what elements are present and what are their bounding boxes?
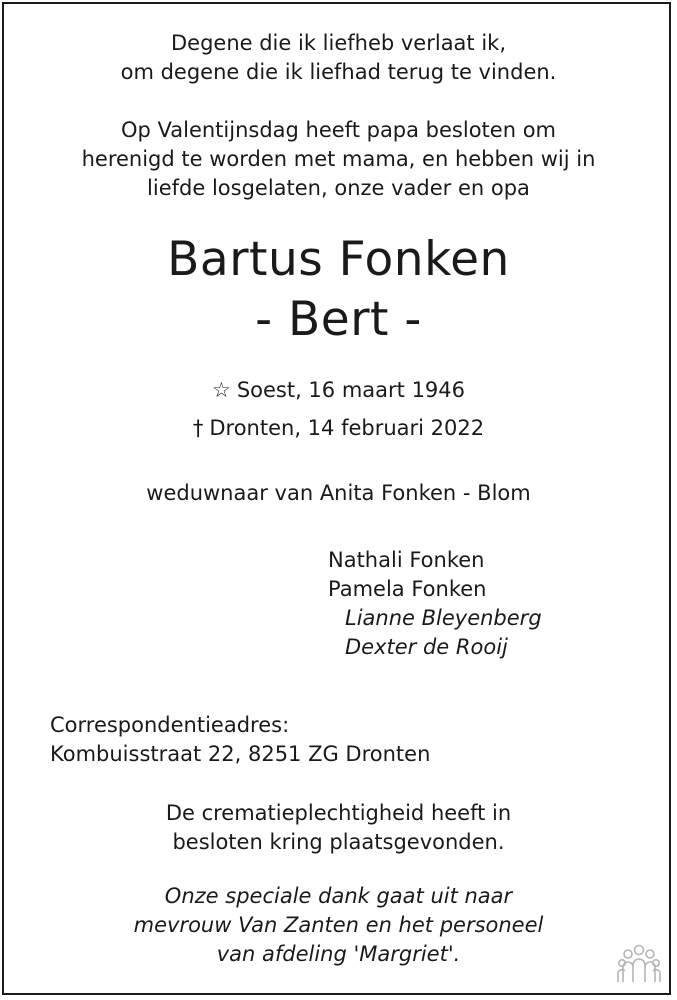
birth-place-date: Soest, 16 maart 1946 [236, 378, 466, 402]
people-group-icon [617, 944, 661, 984]
spouse-line: weduwnaar van Anita Fonken - Blom [146, 481, 531, 505]
birth-line [0, 376, 677, 405]
cross-icon: † [192, 416, 204, 440]
correspondence-label: Correspondentieadres: [50, 713, 290, 737]
intro-line: liefde losgelaten, onze vader en opa [147, 176, 530, 200]
thanks-line: van afdeling 'Margriet'. [216, 942, 461, 966]
family-list [328, 546, 542, 662]
intro-text [0, 116, 677, 203]
deceased-nickname: - Bert - [255, 292, 422, 347]
thanks-text [0, 882, 677, 969]
ceremony-line: besloten kring plaatsgevonden. [172, 830, 505, 854]
thanks-line: mevrouw Van Zanten en het personeel [133, 913, 544, 937]
child-name: Nathali Fonken [328, 548, 485, 572]
death-line [0, 414, 677, 443]
death-place-date: Dronten, 14 februari 2022 [209, 416, 485, 440]
ceremony-text [0, 799, 677, 857]
grandchild-name: Lianne Bleyenberg [345, 606, 542, 630]
ceremony-line: De crematieplechtigheid heeft in [165, 801, 512, 825]
intro-line: Op Valentijnsdag heeft papa besloten om [120, 118, 557, 142]
opening-verse-line: Degene die ik liefheb verlaat ik, [170, 31, 507, 55]
intro-line: herenigd te worden met mama, en hebben wij in [81, 147, 596, 171]
grandchild-name: Dexter de Rooij [345, 635, 508, 659]
correspondence-block [50, 711, 430, 769]
correspondence-address: Kombuisstraat 22, 8251 ZG Dronten [50, 742, 431, 766]
opening-verse-line: om degene die ik liefhad terug te vinden. [120, 60, 557, 84]
opening-verse [0, 29, 677, 87]
deceased-name: Bartus Fonken [167, 232, 510, 287]
thanks-line: Onze speciale dank gaat uit naar [164, 884, 513, 908]
deceased-name-block [0, 230, 677, 350]
star-icon: ☆ [211, 378, 231, 402]
child-name: Pamela Fonken [328, 577, 487, 601]
